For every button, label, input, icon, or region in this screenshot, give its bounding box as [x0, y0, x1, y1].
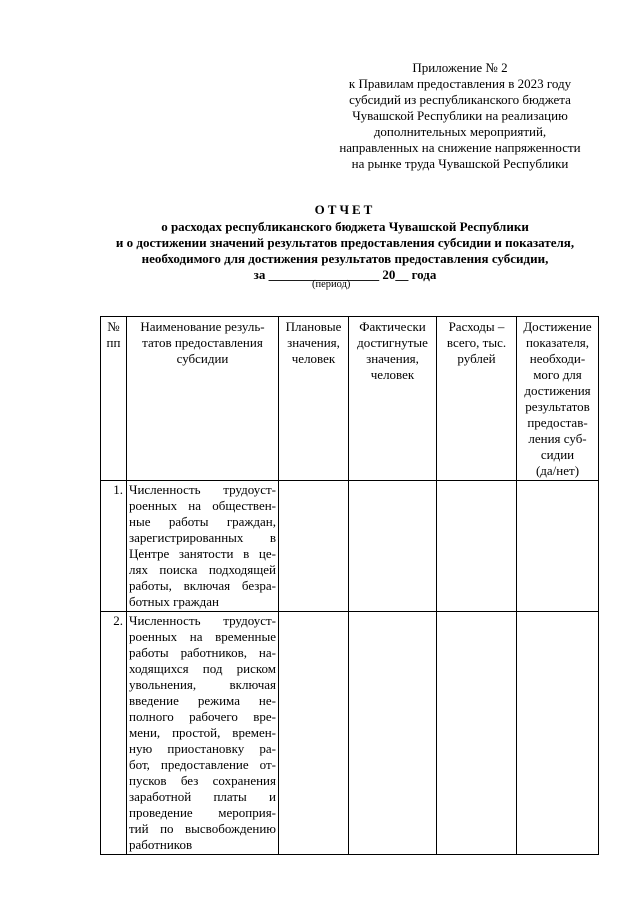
row-actual-value	[349, 612, 437, 855]
period-hint: (период)	[312, 279, 351, 290]
row-achievement-value	[517, 481, 599, 612]
report-subtitle-line: необходимого для достижения результатов предоставления субсидии,	[141, 251, 549, 266]
report-heading	[80, 202, 610, 283]
row-result-name: Численность трудоуст- роенных на временные работы работников, на- ходящихся под риском увольнения, включая введение режима не- полного рабочего вре- мени, простой, времен- ную приостановку ра- бот, предоставление от- пусков без сохранения заработной платы и проведение мероприя- тий по высвобождению работников	[127, 612, 279, 855]
row-expenses-value	[437, 612, 517, 855]
row-achievement-value	[517, 612, 599, 855]
col-header-planned: Плановые значения, человек	[279, 317, 349, 481]
table-row	[101, 612, 599, 855]
appendix-line: дополнительных мероприятий,	[373, 124, 547, 139]
col-header-achievement: Достижение показателя, необходи- мого для достижения результатов предостав- ления суб- сидии (да/нет)	[517, 317, 599, 481]
appendix-line: Приложение № 2	[412, 60, 508, 75]
row-planned-value	[279, 481, 349, 612]
row-actual-value	[349, 481, 437, 612]
appendix-line: направленных на снижение напряженности	[339, 140, 581, 155]
col-header-expenses: Расходы – всего, тыс. рублей	[437, 317, 517, 481]
col-header-actual: Фактически достигнутые значения, человек	[349, 317, 437, 481]
row-number: 1.	[101, 481, 127, 612]
table-row	[101, 481, 599, 612]
report-period-line: за _________________ 20__ года	[253, 267, 437, 282]
col-header-number: № пп	[101, 317, 127, 481]
report-table	[100, 316, 599, 855]
appendix-line: к Правилам предоставления в 2023 году	[348, 76, 572, 91]
appendix-line: субсидий из республиканского бюджета	[349, 92, 571, 107]
report-title: ОТЧЕТ	[314, 202, 376, 217]
row-number: 2.	[101, 612, 127, 855]
row-expenses-value	[437, 481, 517, 612]
table-header-row	[101, 317, 599, 481]
report-subtitle-line: о расходах республиканского бюджета Чувашской Республики	[161, 219, 529, 234]
report-subtitle-line: и о достижении значений результатов предоставления субсидии и показателя,	[115, 235, 575, 250]
row-planned-value	[279, 612, 349, 855]
col-header-name: Наименование резуль- татов предоставления субсидии	[127, 317, 279, 481]
appendix-line: на рынке труда Чувашской Республики	[351, 156, 569, 171]
appendix-header	[310, 60, 610, 172]
row-result-name: Численность трудоуст- роенных на обществен- ные работы граждан, зарегистрированных в Центре занятости в це- лях поиска подходящей работы, включая безра- ботных граждан	[127, 481, 279, 612]
appendix-line: Чувашской Республики на реализацию	[352, 108, 568, 123]
